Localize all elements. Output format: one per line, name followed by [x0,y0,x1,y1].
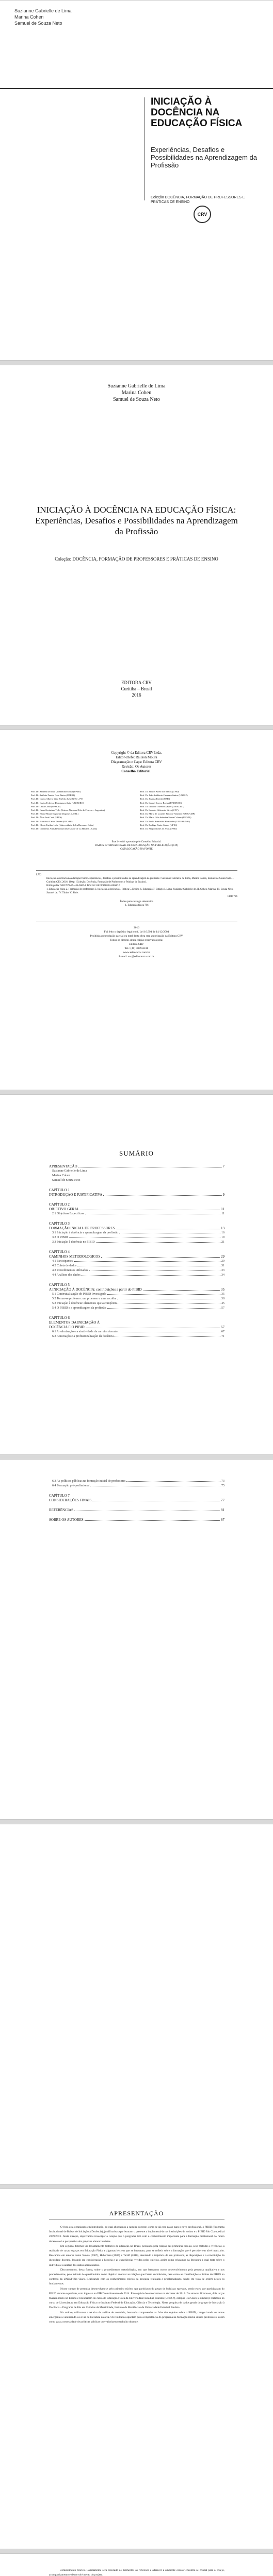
toc-entry[interactable] [49,1178,224,1183]
toc-entry[interactable] [49,1188,224,1193]
publisher-name: Editora CRV [129,943,144,946]
title-page-publisher [0,680,273,698]
toc-entry-label: CAPÍTULO 6 [49,1316,70,1320]
copyright-header [0,751,273,774]
toc-entry[interactable] [49,1202,224,1207]
toc-entry[interactable] [49,1494,224,1498]
toc-entry-page: 71 [221,1335,224,1338]
catalog-index-title: Índice para catálogo sistemático [120,901,154,903]
council-member: Prof. Dr. Leonel Severo Rocha (UNISINOS) [140,801,182,804]
revision-line: Revisão: Os Autores [121,765,152,769]
body-paragraph: Nosso campo de pesquisa desenvolveu-se pelo primeiro núcleo, que participou do grupo de bolsistas egressos, sendo estes que participaram do PIBID durante o período, com ingresso ao PIBID em fevereiro de 2014. Em seguida desenvolvemos no decorrer de 2014. Da amostra firmou-se, dois terços tiveram início no Ensino e licenciaram do curso de Educação Física da Universidade Estadual Paulista (UNESP), campus Rio Claro; e um terço realizado no curso de Licenciatura em Educação Física no Instituto Federal de Educação, Ciência e Tecnologia. Nesta pesquisa de dados gerais do grupo de Iniciação à Docência – Programa de Pós em Ciências da Motricidade, Instituto de Biociências da Universidade Estadual Paulista. [49,2287,224,2310]
cover-author: Suzianne Gabrielle de Lima [14,8,72,13]
presentation-continued-body [49,2568,224,2576]
logo-text: CRV [197,212,207,217]
presentation-continued-page [0,2553,273,2576]
council-member: Prof. Dr. João Adalberto Campato Junior (UNESP) [140,794,188,797]
toc-entry-label: 6.2 A iniciação e a profissionalização da docência [52,1335,114,1338]
toc-leader-dots [107,1294,220,1295]
toc-entry-page: 35 [221,1293,224,1296]
toc-entry[interactable] [49,1301,224,1306]
toc-entry[interactable] [49,1320,224,1325]
publisher-year: 2016 [132,692,141,698]
toc-entry-label: CAPÍTULO 1 [49,1188,70,1192]
toc-entry-label: CAPÍTULO 4 [49,1250,70,1254]
council-member: Prof. Dr. Maria Lília Imbiriba Sousa Colares (UFOPA) [140,816,191,819]
legal-deposit: Foi feito o depósito legal conf. Lei 10.994 de 14/12/2004 [104,930,169,934]
title-page-collection: Coleção: DOCÊNCIA, FORMAÇÃO DE PROFESSORES E PRÁTICAS DE ENSINO [55,556,218,562]
toc-entry[interactable] [49,1235,224,1240]
toc-entry-label: CONSIDERAÇÕES FINAIS [49,1498,92,1502]
cover-subtitle: Experiências, Desafios e Possibilidades na Aprendizagem da Profissão [151,146,257,169]
toc-entry-page: 21 [221,1241,224,1244]
toc-entry[interactable] [49,1316,224,1320]
council-member: Prof. Dr. Jailson Alves dos Santos (UFRJ) [140,790,180,793]
toc-entry[interactable] [49,1330,224,1334]
presentation-body [49,2225,224,2325]
toc-entry[interactable] [49,1222,224,1226]
toc-entry[interactable] [49,1231,224,1235]
toc-leader-dots [115,1336,220,1337]
copyright-page [0,730,273,1090]
catalog-index-entry: 1. Educação física 796 [125,904,149,907]
toc-entry-label: ELEMENTOS DA INICIAÇÃO À [49,1320,100,1325]
cover-divider [0,88,273,89]
editorial-council [31,790,242,831]
summary-continued-page [0,1459,273,1820]
toc-entry-label: SOBRE OS AUTORES [49,1518,84,1522]
toc-entry-page: 13 [221,1226,224,1230]
council-member: Prof. Dr. Paulo Romualdo Hernandes (UNIFAL-MG) [140,820,190,823]
toc-entry-label: CAMINHOS METODOLÓGICOS [49,1255,101,1259]
toc-entry-page: 45 [221,1302,224,1305]
council-member: Prof. Dr. Elione Maria Nogueira Diogenes (UFAL) [31,812,78,816]
toc-entry-label: APRESENTAÇÃO [49,1164,77,1168]
toc-entry-label: 6.1 A valorização e a atratividade da carreira docente [52,1330,118,1333]
council-member: Prof. Dr. Francisco Carlos Duarte (PUC-PR) [31,820,73,823]
blank-page [0,1824,273,2184]
body-paragraph: conhecimento teórico. Rapidamente será colocado os momentos as reflexões e aderecer a ambiente escolar encontro-se crucial para o ensejo, acompanhamento e desenvolvimento do projeto. [49,2569,224,2576]
council-member: Prof. Dr. Carlos Alberto Vilar Estêvão (UMINHO – PT) [31,798,83,801]
title-page-title: INICIAÇÃO À DOCÊNCIA NA EDUCAÇÃO FÍSICA: Experiências, Desafios e Possibilidades na Aprendizagem da Profissão [35,505,238,536]
toc-leader-dots [74,1261,220,1262]
council-member: Prof. Dr. Carlos Federico Dominguez Avila (UNIEURO) [31,801,84,804]
toc-entry[interactable] [49,1273,224,1278]
toc-leader-dots [118,1303,220,1304]
toc-entry-label: FORMAÇÃO INICIAL DE PROFESSORES [49,1226,115,1230]
title-page [0,365,273,725]
toc-entry-label: INTRODUÇÃO E JUSTIFICATIVA [49,1193,103,1197]
toc-entry-page: 87 [221,1518,224,1522]
copyright-line: Copyright © da Editora CRV Ltda. [111,751,162,755]
toc-entry[interactable] [49,1169,224,1174]
toc-entry-label: 6.3 As políticas públicas na formação inicial de professores [52,1480,126,1483]
toc-spacer [49,1197,224,1202]
catalog-cdu: CDU 796 [227,895,237,898]
editor-line: Editor-chefe: Railson Moura [116,755,157,759]
toc-entry[interactable] [49,1498,224,1503]
toc-entry[interactable] [49,1212,224,1216]
review-note: Este livro foi aprovado pelo Conselho Editorial. [111,841,162,843]
toc-entry-label: 5.3 Iniciação à docência: elementos que a compõem [52,1302,117,1305]
rights-note: Todos os direitos desta edição reservados pela: [110,939,163,942]
council-member: Prof. Dr. Élsio José Corá (UFFS) [31,816,62,819]
toc-entry-label: Suzianne Gabrielle de Lima [52,1170,87,1173]
council-member: Prof. Dr. Gloria Fariñas León (Universidade de La Havana – Cuba) [31,823,94,826]
council-member: Prof. Dr. Lourdes Helena da Silva (UFV) [140,809,179,812]
toc-spacer [49,1311,224,1316]
toc-spacer [49,1488,224,1494]
toc-entry-label: REFERÊNCIAS [49,1508,74,1512]
cip-title: DADOS INTERNACIONAIS DE CATALOGAÇÃO NA PUBLICAÇÃO (CIP) [95,844,178,847]
publisher-website: www.editoracrv.com.br [123,951,150,954]
title-page-author: Samuel de Souza Neto [113,397,160,402]
body-paragraph: Na análise, utilizamos a técnica de análise de conteúdo, buscando compreender as falas dos sujeitos sobre o PIBID, categorizando os temas emergentes e analisando-os à luz da literatura da área. Os resultados apontam para a importância do programa na formação inicial desses professores, assim como para a necessidade de políticas públicas que valorizem o trabalho docente. [49,2311,224,2324]
toc-entry-page: 38 [221,1297,224,1300]
toc-entry[interactable] [49,1226,224,1231]
toc-spacer [49,1216,224,1222]
toc-entry-label: 3.3 Iniciação à docência no PIBID [52,1241,95,1244]
cover-author: Marina Cohen [14,14,44,20]
body-paragraph: Discorreremos, desta forma, sobre o procedimento metodológico, em que baseamos nosso desenvolvimento pela pesquisa qualitativa e nos procedimentos, pelo método de questionários como objetivo analisar as relações que fazem de bolsistas, bem como as contribuições e limites do PIBID no contexto da UNESP-Rio Claro. Realizando com os conhecimento teórico da pesquisa realizada e problematizado, tendo em vista de ordem destes os fundamentos. [49,2268,224,2286]
toc-entry-label: 4.4 Análises dos dados [52,1274,81,1277]
catalog-subjects: 1. Educação física 2. Formação de professores 3. Iniciação à docência 4. Prática 5. Ensino 6. Educação 7. Estágio I. Lima, Suzianne Gabrielle de. II. Cohen, Marina. III. Souza Neto, Samuel de. IV. Título. V. Série. [46,888,234,894]
council-member: Prof. Dr. Josania Portela (UFPI) [140,798,170,801]
toc-entry-page: 33 [221,1269,224,1272]
toc-entry-page: 16 [221,1231,224,1234]
toc-entry[interactable] [49,1268,224,1273]
toc-entry[interactable] [49,1207,224,1212]
toc-entry-label: 4.3 Procedimentos utilizados [52,1269,88,1272]
table-of-contents [49,1164,224,1339]
toc-leader-dots [126,1481,220,1482]
toc-entry-label: Samuel de Souza Neto [52,1179,81,1182]
council-member: Prof. Dr. Antônio Pereira Gaio Júnior (UFRRJ) [31,794,75,797]
toc-leader-dots [82,1275,220,1276]
presentation-page [0,2189,273,2549]
copyright-year: 2016 [134,926,139,929]
council-member: Prof. Dr. Andréia da Silva Quintanilha Sousa (UNIR) [31,790,81,793]
toc-entry-label: 5.1 Contextualização do PIBID Investigado [52,1293,106,1296]
toc-entry[interactable] [49,1255,224,1259]
toc-entry-page: 77 [221,1498,224,1502]
publisher-email: E-mail: sac@editoracrv.com.br [119,955,154,958]
toc-entry[interactable] [49,1283,224,1287]
catalog-text: Iniciação à docência na educação física: experiências, desafios e possibilidades na aprendizagem da profissão / Suzianne Gabrielle de Lima, Marina Cohen, Samuel de Souza Neto. – Curitiba: CRV, 2016. 100 p. (Coleção: Docência, Formação de Professores e Práticas de Ensino). [46,877,234,884]
toc-leader-dots [103,1195,221,1196]
catalog-record [36,873,237,907]
toc-entry[interactable] [49,1518,224,1522]
publisher-logo-icon [194,206,211,223]
toc-entry[interactable] [49,1174,224,1178]
toc-entry-label: 6.4 Formação pré-profissional [52,1484,90,1487]
toc-spacer [49,1245,224,1250]
toc-leader-dots [107,1308,220,1309]
toc-entry-page: 67 [221,1325,224,1329]
council-member: Prof. Dr. Lídia de Oliveira Xavier (UNIEURO) [140,805,184,808]
toc-entry[interactable] [49,1240,224,1245]
summary-title: SUMÁRIO [119,1149,154,1157]
toc-entry-page: 29 [221,1260,224,1263]
council-member: Prof. Dr. Guillermo Arias Beatón (Universidade de La Havana – Cuba) [31,827,97,831]
toc-entry-label: 4.1 Participantes [52,1260,73,1263]
toc-entry[interactable] [49,1297,224,1301]
cover-title: INICIAÇÃO À DOCÊNCIA NA EDUCAÇÃO FÍSICA [151,96,243,129]
council-member: Prof. Dr. Rodrigo Pratte-Santos (UFES) [140,823,178,826]
toc-spacer [49,1278,224,1283]
toc-leader-dots [101,1257,220,1258]
layout-line: Diagramação e Capa: Editora CRV [111,760,162,764]
toc-entry-page: 7 [222,1164,224,1168]
council-left-column [31,790,133,831]
presentation-title: APRESENTAÇÃO [109,2210,164,2217]
cover-page [0,0,273,361]
catalog-bibliography: Bibliografia ISBN 978-85-444-0000-0 DOI 10.24824/978854440000.0 [46,885,120,887]
cover-author: Samuel de Souza Neto [14,21,62,26]
toc-entry-page: 11 [221,1207,224,1211]
toc-entry-label: CAPÍTULO 2 [49,1202,70,1207]
summary-page [0,1094,273,1455]
publisher-name: EDITORA CRV [121,680,152,685]
toc-entry[interactable] [49,1484,224,1488]
council-member: Prof. Dr. Sérgio Nunes de Jesus (IFRO) [140,827,177,831]
council-member: Prof. Dr. Maria de Lourdes Pinto de Almeida (UNICAMP) [140,812,195,816]
publisher-phone: Tel.: (41) 3039-6418 [124,947,149,950]
toc-leader-dots [85,1520,220,1521]
cip-top-rule [36,870,237,871]
toc-entry-page: 57 [221,1307,224,1310]
publisher-city: Curitiba – Brasil [121,686,152,691]
cover-collection: Coleção DOCÊNCIA, FORMAÇÃO DE PROFESSORES E PRÁTICAS DE ENSINO [151,196,245,204]
toc-spacer [49,1503,224,1508]
reproduction-note: Proibida a reprodução parcial ou total desta obra sem autorização da Editora CRV [90,935,183,938]
toc-leader-dots [96,1242,220,1243]
toc-spacer [49,1513,224,1518]
title-page-author: Marina Cohen [121,390,152,396]
toc-leader-dots [89,1270,221,1271]
toc-leader-dots [143,1290,220,1291]
catalog-code: L732 [36,874,42,876]
toc-entry[interactable] [49,1287,224,1292]
toc-entry[interactable] [49,1164,224,1169]
toc-entry-page: 34 [221,1274,224,1277]
cip-header [31,840,242,851]
toc-entry-label: 2.1 Objetivos Específicos [52,1212,84,1215]
toc-spacer [49,1183,224,1188]
toc-entry-page: 81 [221,1508,224,1512]
body-paragraph: O livro está organizado em introdução, ao qual abordamos a carreira docente, como se dá esse passo para o novo profissional, o PIBID (Programa Institucional de Bolsas de Iniciação à Docência), justificativas que levaram o presente a implementá-la nas instituições de ensino e o PIBID Rio Claro, edital 2009/2013. Nesta direção, objetivamos investigar a relação que o programa tem com o conhecimento importante para a formação profissional do futuro docente sob a perspectiva dos próprios alunos bolsistas. [49,2226,224,2243]
toc-entry-label: 5.4 O PIBID e a aprendizagem da profissão [52,1307,106,1310]
council-member: Prof. Dr. Cesar Gerónimo Tello (Univer. Nacional Três de Febrero – Argentina) [31,809,105,812]
toc-entry-page: 35 [221,1287,224,1292]
toc-entry-page: 19 [221,1236,224,1239]
cip-subtitle: CATALOGAÇÃO NA FONTE [120,848,153,851]
toc-entry-label: CAPÍTULO 5 [49,1283,70,1287]
council-member: Prof. Dr. Celso Conti (UFSCar) [31,805,61,808]
toc-entry-label: 5.2 Tornar-se professor: um processo e uma escolha [52,1297,117,1300]
toc-entry-label: CAPÍTULO 3 [49,1222,70,1226]
table-of-contents-continued [49,1479,224,1522]
toc-entry[interactable] [49,1264,224,1268]
toc-entry[interactable] [49,1334,224,1339]
toc-entry-label: 4.2 Coleta de dados [52,1264,77,1267]
toc-entry[interactable] [49,1479,224,1484]
body-paragraph: Em seguida, fizemos um levantamento histórico de educação no Brasil, pensando pela relação das primeiras escolas, seus métodos e vivências, a realidade de casas espaços em Educação Física e algumas leis em que se basearam, para se refletir sobre a formação que é perceber em nível mais alto. Buscamos em autores como Nóvoa (2007), Huberman (2007) e Tardif (2010), atentando a trajetória de um professor, as disposições e a constituição da identidade docente, levando em consideração a história e as experiências vividas pelos sujeitos, assim como relatamos na literatura a qual trata sobre o indivíduo e a análise dos dados apresentados. [49,2244,224,2267]
toc-entry-label: DOCÊNCIA E O PIBID [49,1325,85,1329]
toc-entry-label: 3.2 O PIBID [52,1236,68,1239]
council-title: Conselho Editorial: [121,769,152,773]
toc-entry-page: 67 [221,1330,224,1333]
title-page-authors [0,383,273,403]
toc-entry[interactable] [49,1250,224,1255]
toc-entry[interactable] [49,1292,224,1297]
toc-entry-page: 11 [221,1212,224,1215]
toc-entry-label: A INICIAÇÃO À DOCÊNCIA: contribuições a partir do PIBID [49,1287,142,1292]
toc-entry[interactable] [49,1508,224,1513]
title-page-author: Suzianne Gabrielle de Lima [107,383,166,389]
toc-entry-page: 31 [221,1264,224,1267]
toc-entry[interactable] [49,1306,224,1311]
toc-entry-label: OBJETIVO GERAL [49,1207,79,1211]
toc-entry[interactable] [49,1259,224,1264]
toc-entry-page: 9 [222,1193,224,1197]
toc-entry[interactable] [49,1325,224,1330]
toc-entry-label: CAPÍTULO 7 [49,1494,70,1498]
toc-entry-label: Marina Cohen [52,1174,70,1177]
toc-entry[interactable] [49,1193,224,1197]
toc-entry-label: 3.1 Iniciação à docência e aprendizagem da profissão [52,1231,118,1234]
copyright-footer [31,926,242,959]
toc-entry-page: 29 [221,1255,224,1259]
council-right-column [140,790,243,831]
toc-entry-page: 73 [221,1480,224,1483]
cover-authors [14,8,72,26]
toc-entry-page: 75 [221,1484,224,1487]
cover-vertical-line [144,97,145,200]
